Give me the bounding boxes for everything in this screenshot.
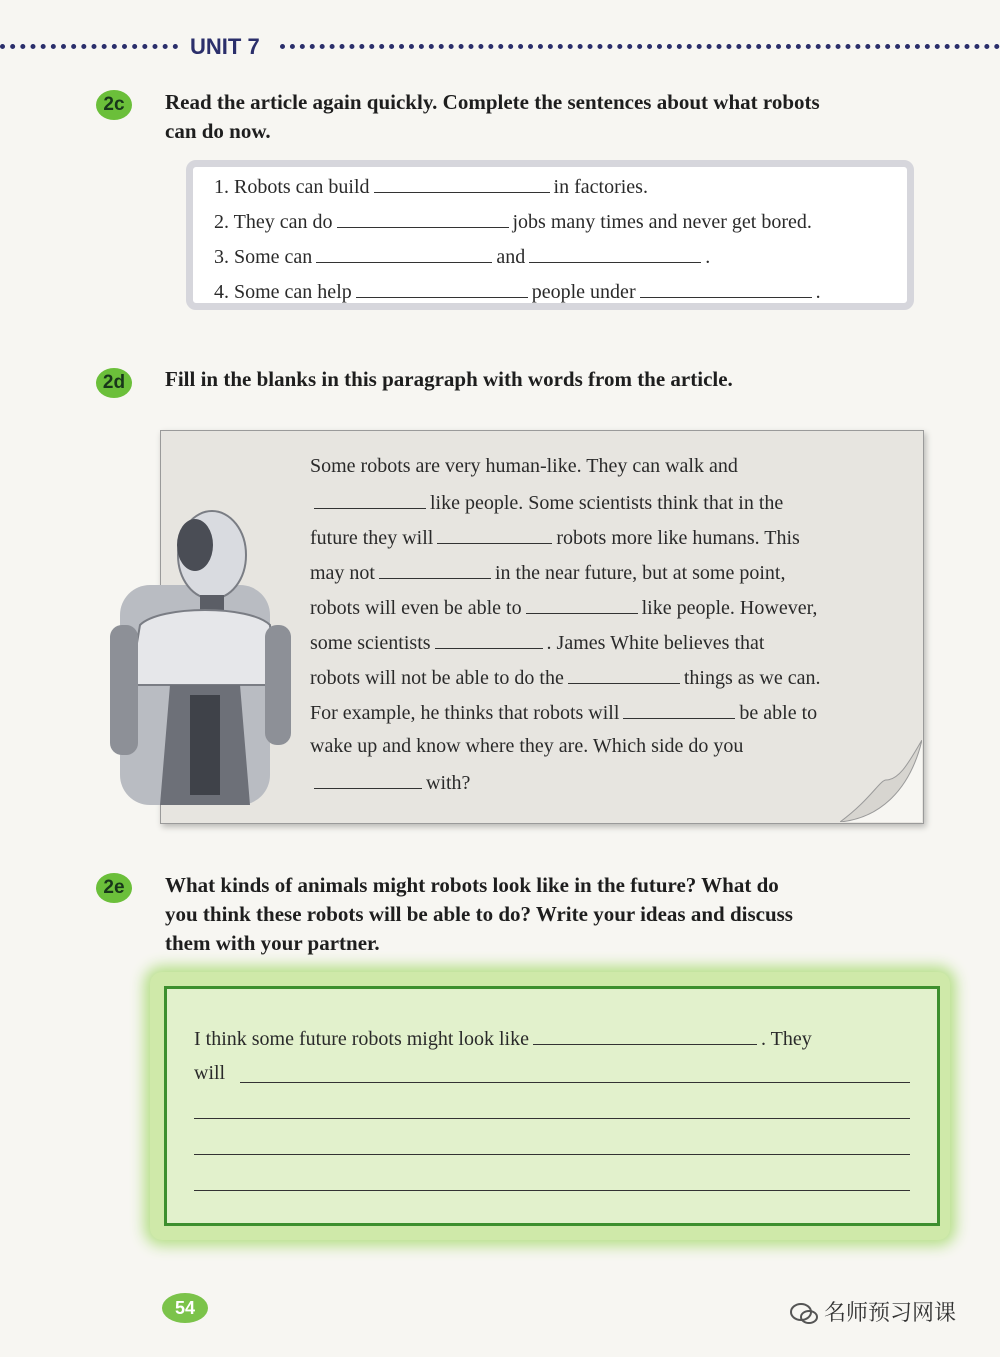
sentence-text: people under	[531, 281, 636, 303]
answer-blank[interactable]	[314, 490, 426, 509]
answer-blank[interactable]	[529, 244, 701, 263]
answer-blank[interactable]	[623, 700, 735, 719]
paragraph-line-4	[310, 560, 785, 585]
paragraph-line-1	[310, 455, 738, 478]
paragraph-text: some scientists	[310, 632, 431, 654]
paragraph-text: like people. However,	[641, 597, 818, 619]
paragraph-text: For example, he thinks that robots will	[310, 702, 620, 724]
sentence-2c-2	[214, 209, 812, 234]
paragraph-line-9	[310, 735, 743, 758]
header-dots-right	[280, 44, 1000, 49]
watermark-text: 名师预习网课	[824, 1301, 957, 1326]
header-dots-left	[0, 44, 178, 49]
paragraph-text: robots more like humans. This	[556, 527, 800, 549]
badge-2c: 2c	[96, 90, 132, 120]
instruction-2d: Fill in the blanks in this paragraph with words from the article.	[165, 367, 733, 391]
answer-blank[interactable]	[640, 279, 812, 298]
badge-2e: 2e	[96, 873, 132, 903]
sentence-text: .	[705, 246, 711, 268]
instruction-2e-line1: What kinds of animals might robots look like in the future? What do	[165, 873, 779, 897]
badge-2d: 2d	[96, 368, 132, 398]
sentence-2c-4	[214, 279, 821, 304]
prompt-text: . They	[760, 1028, 812, 1050]
answer-blank[interactable]	[435, 630, 543, 649]
sentence-2c-1	[214, 174, 648, 199]
answer-blank[interactable]	[526, 595, 638, 614]
paragraph-text: like people. Some scientists think that in the	[430, 492, 784, 514]
sentence-text: 4. Some can help	[214, 281, 352, 303]
paragraph-text: Some robots are very human-like. They can walk and	[310, 455, 738, 477]
answer-blank[interactable]	[374, 174, 550, 193]
writing-line[interactable]	[194, 1118, 910, 1119]
answer-blank[interactable]	[533, 1026, 757, 1045]
watermark	[790, 1296, 956, 1327]
answer-blank[interactable]	[316, 244, 492, 263]
paragraph-line-8	[310, 700, 817, 725]
paragraph-line-7	[310, 665, 821, 690]
writing-prompt-will: will	[194, 1062, 226, 1084]
paragraph-text: things as we can.	[683, 667, 821, 689]
paragraph-text: robots will even be able to	[310, 597, 522, 619]
paragraph-text: be able to	[739, 702, 818, 724]
sentence-text: in factories.	[553, 176, 648, 198]
paragraph-line-10	[310, 770, 470, 795]
paragraph-text: future they will	[310, 527, 434, 549]
instruction-2e-line2: you think these robots will be able to do? Write your ideas and discuss	[165, 902, 793, 926]
paragraph-text: may not	[310, 562, 375, 584]
writing-line[interactable]	[194, 1154, 910, 1155]
paragraph-text: wake up and know where they are. Which side do you	[310, 735, 744, 757]
paragraph-text: . James White believes that	[546, 632, 765, 654]
answer-blank[interactable]	[568, 665, 680, 684]
instruction-2c-line2: can do now.	[165, 119, 271, 143]
answer-blank[interactable]	[379, 560, 491, 579]
paragraph-text: in the near future, but at some point,	[495, 562, 786, 584]
robot-illustration	[100, 505, 310, 805]
paragraph-line-5	[310, 595, 817, 620]
sentence-text: 1. Robots can build	[214, 176, 370, 198]
answer-blank[interactable]	[437, 525, 552, 544]
sentence-text: and	[496, 246, 526, 268]
sentence-text: 2. They can do	[214, 211, 333, 233]
sentence-2c-3	[214, 244, 710, 269]
writing-line[interactable]	[194, 1190, 910, 1191]
writing-line[interactable]	[240, 1082, 910, 1083]
page-number: 54	[162, 1293, 208, 1323]
paragraph-line-3	[310, 525, 800, 550]
prompt-text: I think some future robots might look like	[194, 1028, 529, 1050]
page-curl-icon	[840, 740, 922, 822]
answer-blank[interactable]	[356, 279, 528, 298]
answer-blank[interactable]	[314, 770, 422, 789]
writing-prompt	[194, 1026, 812, 1051]
paragraph-line-6	[310, 630, 764, 655]
instruction-2c-line1: Read the article again quickly. Complete the sentences about what robots	[165, 90, 820, 114]
answer-blank[interactable]	[337, 209, 509, 228]
paragraph-text: with?	[426, 772, 471, 794]
sentence-text: 3. Some can	[214, 246, 313, 268]
paragraph-line-2	[310, 490, 783, 515]
instruction-2e-line3: them with your partner.	[165, 931, 380, 955]
unit-title: UNIT 7	[190, 34, 260, 59]
paragraph-text: robots will not be able to do the	[310, 667, 564, 689]
sentence-text: jobs many times and never get bored.	[512, 211, 812, 233]
wechat-icon	[790, 1303, 818, 1325]
sentence-text: .	[815, 281, 821, 303]
